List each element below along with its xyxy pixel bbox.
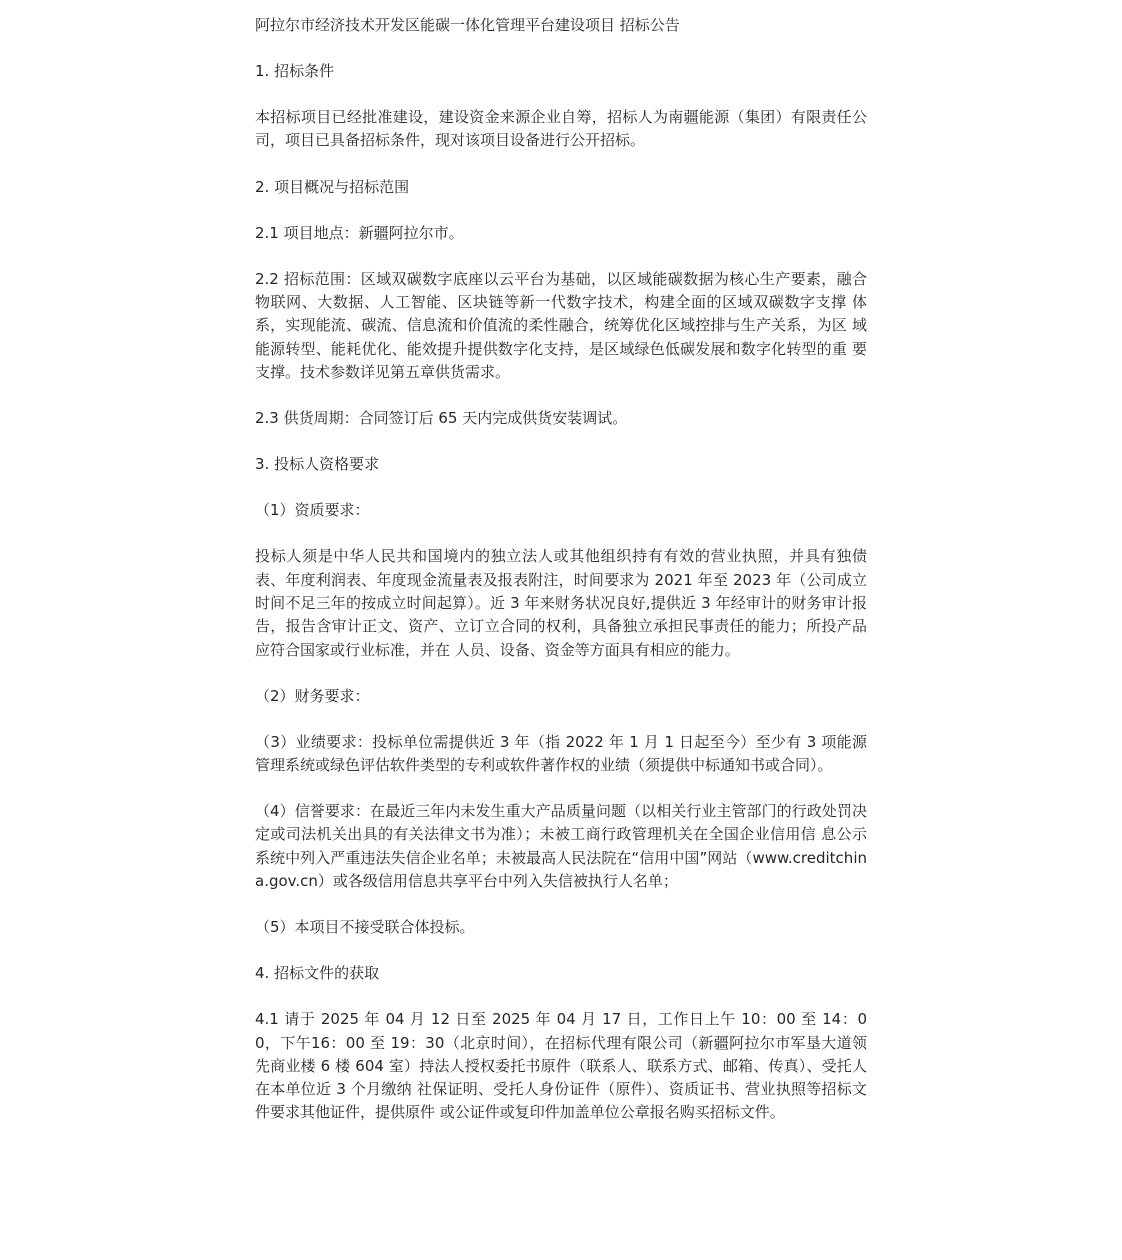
- subheading-qualification-requirements: （1）资质要求：: [255, 501, 370, 520]
- section-heading-tender-conditions: 1. 招标条件: [255, 62, 335, 81]
- subheading-financial-requirements: （2）财务要求：: [255, 686, 370, 705]
- paragraph-qualification-details: 投标人须是中华人民共和国境内的独立法人或其他组织持有有效的营业执照，并具有独债表、年度利润表、年度现金流量表及报表附注，时间要求为 2021 年至 2023 年（公司成立 时间不足三年的按成立时间起算）。近 3 年来财务状况良好,提供近 3 年经审计的财务审计报告，报告含审计正文、资产、立订立合同的权利，具备独立承担民事责任的能力；所投产品应符合国家或行业标准，并在 人员、设备、资金等方面具有相应的能力。: [255, 547, 867, 659]
- paragraph-performance-requirements: （3）业绩要求：投标单位需提供近 3 年（指 2022 年 1 月 1 日起至今）至少有 3 项能源 管理系统或绿色评估软件类型的专利或软件著作权的业绩（须提供中标通知书或合同）。: [255, 732, 867, 774]
- paragraph-credit-requirements: （4）信誉要求：在最近三年内未发生重大产品质量问题（以相关行业主管部门的行政处罚决定或司法机关出具的有关法律文书为准）；未被工商行政管理机关在全国企业信用信 息公示系统中列入严重违法失信企业名单；未被最高人民法院在“信用中国”网站（www.creditchina.gov.cn）或各级信用信息共享平台中列入失信被执行人名单；: [255, 802, 867, 890]
- paragraph-no-consortium: （5）本项目不接受联合体投标。: [255, 918, 475, 937]
- paragraph-delivery-period: 2.3 供货周期：合同签订后 65 天内完成供货安装调试。: [255, 409, 628, 428]
- paragraph-tender-conditions: 本招标项目已经批准建设，建设资金来源企业自筹，招标人为南疆能源（集团）有限责任公司，项目已具备招标条件，现对该项目设备进行公开招标。: [255, 108, 867, 150]
- document-title: 阿拉尔市经济技术开发区能碳一体化管理平台建设项目 招标公告: [255, 16, 680, 34]
- section-heading-obtain-documents: 4. 招标文件的获取: [255, 964, 380, 983]
- paragraph-tender-scope: 2.2 招标范围：区域双碳数字底座以云平台为基础，以区域能碳数据为核心生产要素，融合物联网、大数据、人工智能、区块链等新一代数字技术，构建全面的区域双碳数字支撑 体系，实现能流、碳流、信息流和价值流的柔性融合，统筹优化区域控排与生产关系，为区 域能源转型、能耗优化、能效提升提供数字化支持，是区域绿色低碳发展和数字化转型的重 要支撑。技术参数详见第五章供货需求。: [255, 269, 867, 381]
- paragraph-project-location: 2.1 项目地点：新疆阿拉尔市。: [255, 223, 464, 242]
- section-heading-project-overview: 2. 项目概况与招标范围: [255, 177, 410, 196]
- tender-announcement-document: [255, 14, 867, 1148]
- paragraph-obtain-documents-details: 4.1 请于 2025 年 04 月 12 日至 2025 年 04 月 17 日，工作日上午 10：00 至 14：00，下午16：00 至 19：30（北京时间），在招标代理有限公司（新疆阿拉尔市军垦大道领先商业楼 6 楼 604 室）持法人授权委托书原件（联系人、联系方式、邮箱、传真）、受托人在本单位近 3 个月缴纳 社保证明、受托人身份证件（原件）、资质证书、营业执照等招标文件要求其他证件，提供原件 或公证件或复印件加盖单位公章报名购买招标文件。: [255, 1010, 867, 1122]
- section-heading-bidder-qualifications: 3. 投标人资格要求: [255, 455, 380, 474]
